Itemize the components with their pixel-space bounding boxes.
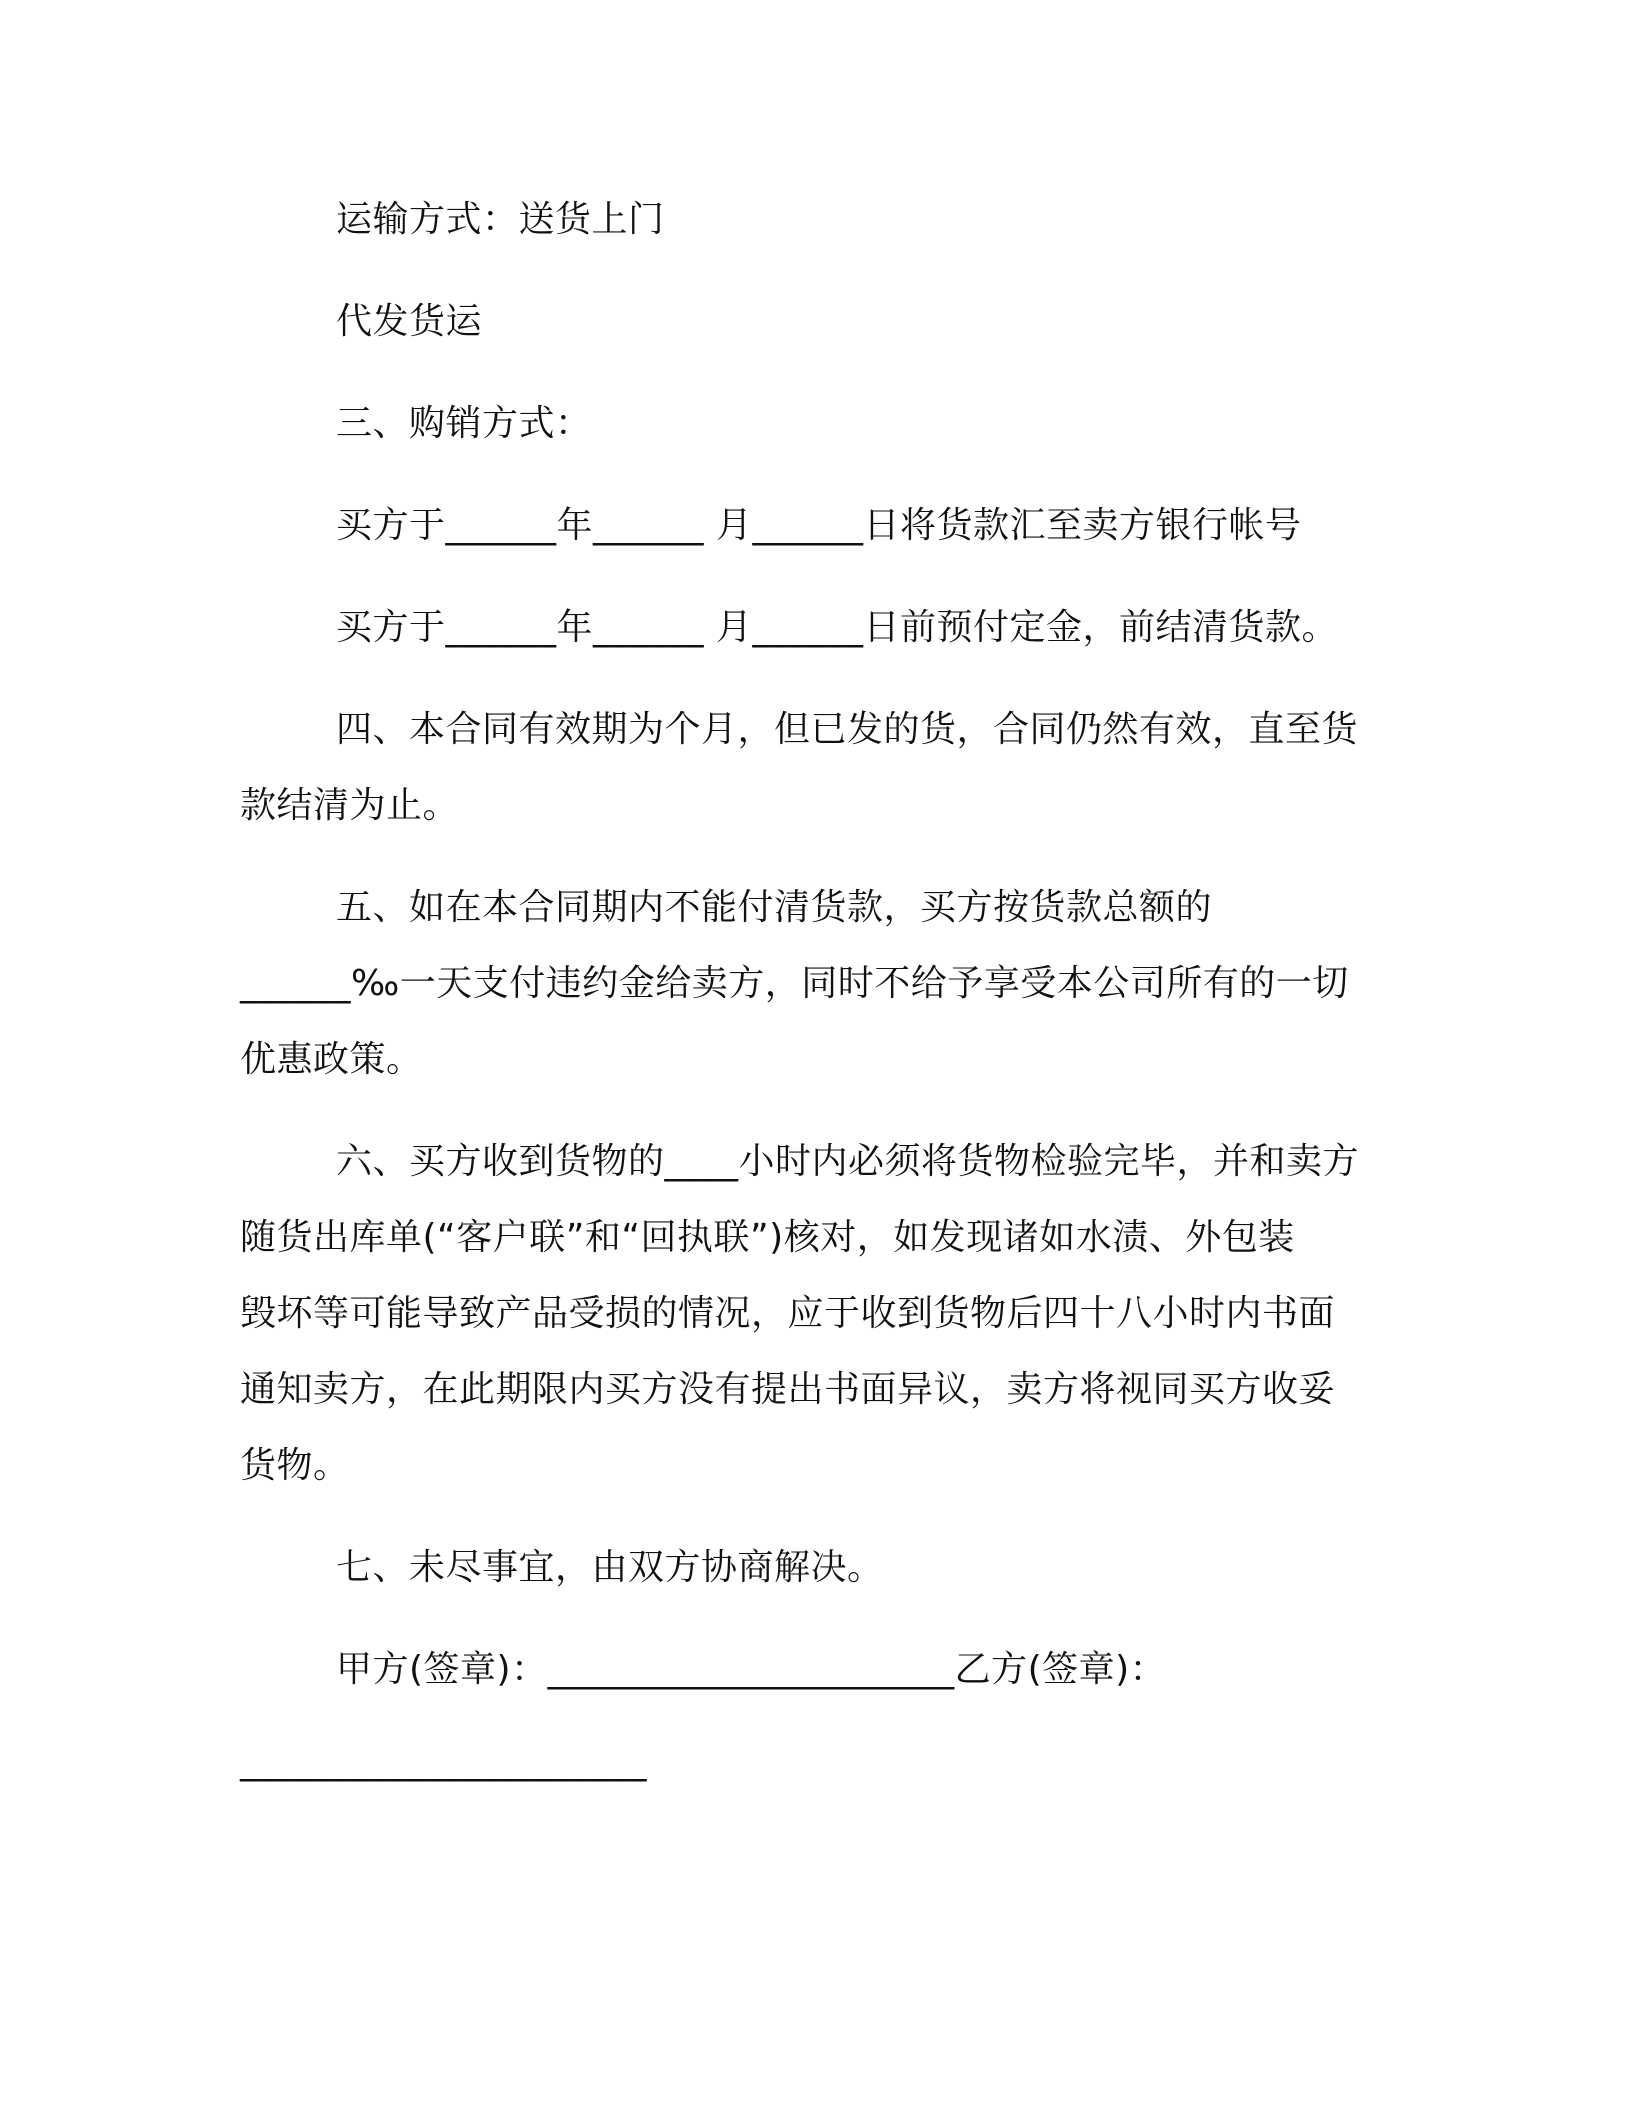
deposit-date-line: 买方于______年______ 月______日前预付定金，前结清货款。 [336,607,1338,648]
section-7-line: 七、未尽事宜，由双方协商解决。 [336,1547,884,1588]
section-6-line-1: 六、买方收到货物的____小时内必须将货物检验完毕，并和卖方 [336,1141,1360,1182]
section-5-line-3: 优惠政策。 [240,1039,423,1080]
signature-line: 甲方(签章)：______________________乙方(签章)： [336,1649,1167,1690]
section-3-heading: 三、购销方式： [336,403,592,444]
section-6-line-3: 毁坏等可能导致产品受损的情况，应于收到货物后四十八小时内书面 [240,1293,1336,1334]
signature-blank-line: ______________________ [240,1741,647,1782]
shipping-method-line: 运输方式：送货上门 [336,199,665,240]
section-5-line-1: 五、如在本合同期内不能付清货款，买方按货款总额的 [336,887,1213,928]
section-6-line-2: 随货出库单(“客户联”和“回执联”)核对，如发现诸如水渍、外包装 [240,1217,1295,1258]
section-6-line-5: 货物。 [240,1445,350,1486]
section-4-line-2: 款结清为止。 [240,785,460,826]
section-4-line-1: 四、本合同有效期为个月，但已发的货，合同仍然有效，直至货 [336,709,1359,750]
payment-date-line: 买方于______年______ 月______日将货款汇至卖方银行帐号 [336,505,1302,546]
shipping-agent-line: 代发货运 [336,301,483,342]
section-6-line-4: 通知卖方，在此期限内买方没有提出书面异议，卖方将视同买方收妥 [240,1369,1336,1410]
section-5-line-2: ______‰一天支付违约金给卖方，同时不给予享受本公司所有的一切 [240,963,1349,1004]
